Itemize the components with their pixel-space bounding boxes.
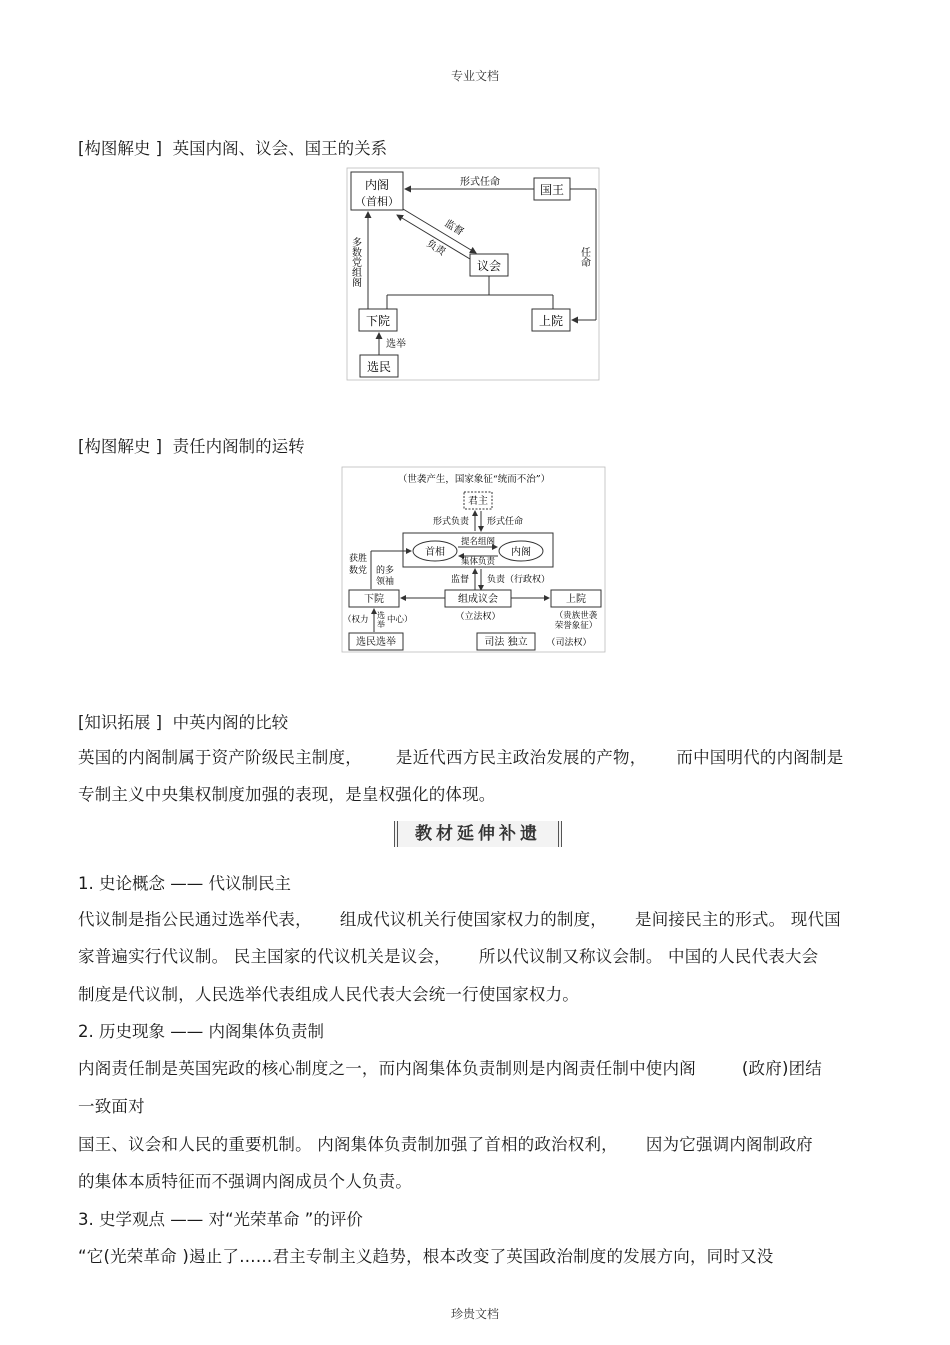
- lower-house-label: 下院: [365, 314, 391, 328]
- majority-party-text: 多数党组阁: [349, 237, 361, 287]
- winner-right-label: 的多: [376, 566, 395, 576]
- voters-elect-label: 选民选举: [356, 637, 396, 648]
- item1-heading: 1. 史论概念 —— 代议制民主: [78, 874, 291, 893]
- section3-heading: [78, 709, 288, 733]
- pm-label: 首相: [425, 547, 445, 558]
- power-mid2-label: 举: [377, 620, 385, 629]
- judicial-power-label: （司法权）: [546, 638, 592, 648]
- section1-heading: [78, 135, 387, 159]
- power-mid1-label: 选: [377, 611, 385, 620]
- page-header: 专业文档: [450, 69, 499, 83]
- item1-line-3: [78, 981, 579, 1005]
- text-segment: 专制主义中央集权制度加强的表现，是皇权强化的体现。: [78, 785, 496, 804]
- item2-line-4: [78, 1168, 412, 1192]
- formal-appointment2-label: 形式任命: [487, 517, 524, 527]
- item2-line-1: [78, 1055, 822, 1079]
- nominate-label: 提名组阁: [460, 537, 496, 547]
- section3-line-1: [78, 744, 843, 768]
- text-segment: 所以代议制又称议会制。 中国的人民代表大会: [478, 947, 819, 966]
- item1-line-2: [78, 943, 818, 967]
- item2-heading: 2. 历史现象 —— 内阁集体负责制: [78, 1022, 324, 1041]
- power-right-label: 中心）: [387, 615, 413, 625]
- item3-line-1: [78, 1243, 773, 1267]
- section3-line-2: [78, 781, 496, 805]
- cabinet-operation-diagram: [341, 466, 607, 654]
- supervise-label: 监督: [442, 218, 466, 239]
- power-left-label: （权力: [343, 615, 369, 625]
- text-segment: 代议制是指公民通过选举代表，: [78, 910, 312, 929]
- section1-tag: [构图解史 ]: [78, 139, 163, 158]
- monarch-label: 君主: [468, 496, 488, 507]
- appoint-label: 任命: [578, 247, 590, 267]
- item1-line-1: [78, 906, 841, 930]
- lower-house2-label: 下院: [364, 594, 384, 605]
- section1-title: 英国内阁、议会、国王的关系: [172, 139, 388, 158]
- item2-line-2: [78, 1093, 145, 1117]
- upper-note2-label: 荣誉象征）: [554, 621, 598, 631]
- text-segment: 家普遍实行代议制。 民主国家的代议机关是议会，: [78, 947, 451, 966]
- parliament-label: 议会: [476, 259, 502, 273]
- cabinet-label: 内阁: [364, 178, 390, 192]
- text-segment: 是间接民主的形式。 现代国: [635, 910, 841, 929]
- responsible-label: 负责: [424, 238, 448, 259]
- relationship-diagram: [346, 167, 601, 382]
- upper-note1-label: （贵族世袭: [554, 611, 598, 621]
- judiciary-label: 司法 独立: [484, 637, 528, 648]
- winner-left-label: 获胜: [349, 554, 368, 564]
- text-segment: 内阁责任制是英国宪政的核心制度之一，而内阁集体负责制则是内阁责任制中使内阁: [78, 1059, 696, 1078]
- king-label: 国王: [539, 183, 565, 197]
- majority-party-label: [350, 237, 362, 288]
- collective-label: 集体负责: [460, 557, 496, 567]
- legislative-label: （立法权）: [455, 612, 501, 622]
- text-segment: 组成代议机关行使国家权力的制度，: [339, 910, 608, 929]
- responsible-exec-label: 负责（行政权）: [487, 575, 551, 585]
- formal-responsible-label: 形式负责: [432, 517, 469, 527]
- section3-title: 中英内阁的比较: [172, 713, 289, 732]
- top-note: （世袭产生，国家象征“统而不治”）: [397, 474, 551, 485]
- text-segment: 因为它强调内阁制政府: [645, 1135, 813, 1154]
- section2-tag: [构图解史 ]: [78, 437, 163, 456]
- cabinet2-label: 内阁: [511, 547, 531, 558]
- supervise2-label: 监督: [450, 575, 469, 585]
- text-segment: 国王、议会和人民的重要机制。 内阁集体负责制加强了首相的政治权利，: [78, 1135, 618, 1154]
- section-banner: 教材延伸补遗: [394, 821, 562, 847]
- text-segment: 制度是代议制，人民选举代表组成人民代表大会统一行使国家权力。: [78, 985, 579, 1004]
- upper-house2-label: 上院: [566, 594, 586, 605]
- text-segment: “它(光荣革命 )遏止了……君主专制主义趋势，根本改变了英国政治制度的发展方向，同时又没: [78, 1247, 774, 1266]
- item2-line-3: [78, 1131, 813, 1155]
- section2-title: 责任内阁制的运转: [172, 437, 305, 456]
- upper-house-label: 上院: [538, 314, 564, 328]
- voters-label: 选民: [366, 360, 392, 374]
- elect-label: 选举: [386, 339, 406, 350]
- text-segment: 英国的内阁制属于资产阶级民主制度，: [78, 748, 362, 767]
- cabinet-sub-label: （首相）: [355, 195, 399, 208]
- winner-left2-label: 数党: [349, 566, 368, 576]
- winner-right2-label: 领袖: [376, 577, 395, 587]
- section3-tag: [知识拓展 ]: [78, 713, 163, 732]
- text-segment: (政府)团结: [741, 1059, 822, 1078]
- text-segment: 而中国明代的内阁制是: [676, 748, 844, 767]
- text-segment: 是近代西方民主政治发展的产物，: [395, 748, 647, 767]
- page-footer: 珍贵文档: [450, 1307, 499, 1321]
- parliament2-label: 组成议会: [458, 594, 498, 605]
- text-segment: 一致面对: [78, 1097, 145, 1116]
- section2-heading: [78, 433, 305, 457]
- text-segment: 的集体本质特征而不强调内阁成员个人负责。: [78, 1172, 412, 1191]
- formal-appointment-label: 形式任命: [460, 177, 500, 188]
- item3-heading: 3. 史学观点 —— 对“光荣革命 ”的评价: [78, 1210, 363, 1229]
